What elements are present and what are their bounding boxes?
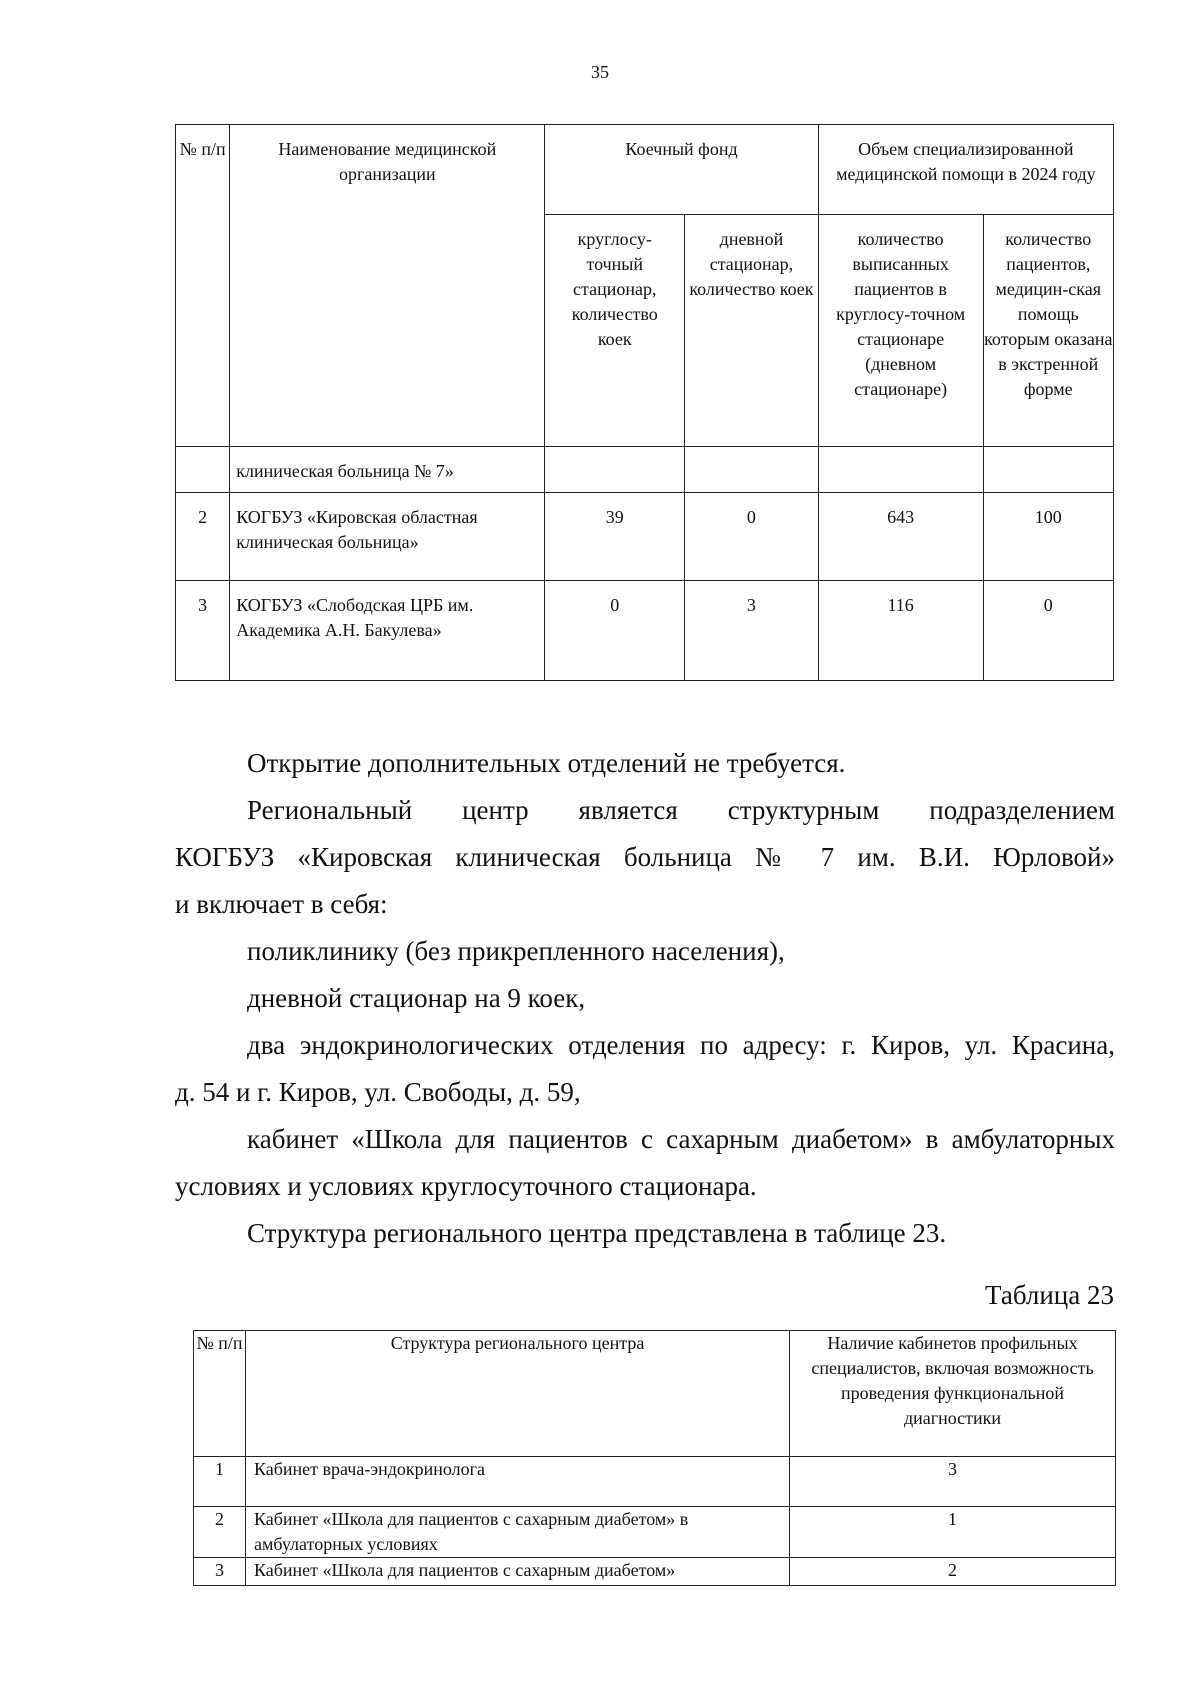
cell-num: 3 — [194, 1558, 246, 1586]
cell-num: 2 — [176, 493, 230, 581]
paragraph: Региональный центр является структурным подразделением — [247, 795, 1115, 825]
cell-num: 1 — [194, 1457, 246, 1507]
list-item: поликлинику (без прикрепленного населения), — [247, 936, 785, 966]
cell-emergency — [983, 447, 1113, 493]
cell-name: Кабинет «Школа для пациентов с сахарным диабетом» в амбулаторных условиях — [246, 1507, 790, 1558]
paragraph: и включает в себя: — [175, 889, 388, 919]
table-header-row — [176, 125, 1114, 215]
cell-beds: 39 — [545, 493, 685, 581]
list-item: два эндокринологических отделения по адресу: г. Киров, ул. Красина, — [247, 1030, 1115, 1060]
structure-table — [193, 1330, 1116, 1586]
cell-num: 3 — [176, 581, 230, 681]
table-row — [176, 493, 1114, 581]
header-discharged: количество выписанных пациентов в круглосу-точном стационаре (дневном стационаре) — [818, 215, 983, 447]
body-text — [175, 740, 1115, 1257]
cell-beds: 0 — [545, 581, 685, 681]
cell-num: 2 — [194, 1507, 246, 1558]
table-row — [176, 581, 1114, 681]
header-structure: Структура регионального центра — [246, 1331, 790, 1457]
cell-num — [176, 447, 230, 493]
cell-count: 1 — [790, 1507, 1116, 1558]
header-round-clock: круглосу-точный стационар, количество коек — [545, 215, 685, 447]
header-availability: Наличие кабинетов профильных специалистов, включая возможность проведения функциональной диагностики — [790, 1331, 1116, 1457]
header-num: № п/п — [176, 125, 230, 447]
cell-beds — [545, 447, 685, 493]
header-name: Наименование медицинской организации — [230, 125, 545, 447]
cell-name: клиническая больница № 7» — [230, 447, 545, 493]
header-emergency: количество пациентов, медицин-ская помощь которым оказана в экстренной форме — [983, 215, 1113, 447]
cell-name: Кабинет «Школа для пациентов с сахарным диабетом» — [246, 1558, 790, 1586]
cell-emergency: 100 — [983, 493, 1113, 581]
table-header-row — [194, 1331, 1116, 1457]
cell-discharged — [818, 447, 983, 493]
table-row — [194, 1507, 1116, 1558]
cell-day: 3 — [685, 581, 819, 681]
paragraph: КОГБУЗ «Кировская клиническая больница № 7 им. В.И. Юрловой» — [175, 842, 1115, 872]
cell-name: Кабинет врача-эндокринолога — [246, 1457, 790, 1507]
header-bed-fund: Коечный фонд — [545, 125, 818, 215]
table-caption: Таблица 23 — [985, 1280, 1114, 1310]
hospital-table — [175, 124, 1114, 681]
header-num: № п/п — [194, 1331, 246, 1457]
table-row — [176, 447, 1114, 493]
cell-count: 3 — [790, 1457, 1116, 1507]
cell-count: 2 — [790, 1558, 1116, 1586]
list-item: кабинет «Школа для пациентов с сахарным диабетом» в амбулаторных — [247, 1124, 1115, 1154]
cell-emergency: 0 — [983, 581, 1113, 681]
cell-discharged: 116 — [818, 581, 983, 681]
cell-name: КОГБУЗ «Кировская областная клиническая больница» — [230, 493, 545, 581]
cell-discharged: 643 — [818, 493, 983, 581]
table-row — [194, 1457, 1116, 1507]
list-item: дневной стационар на 9 коек, — [247, 983, 586, 1013]
list-item: условиях и условиях круглосуточного стационара. — [175, 1171, 757, 1201]
page-number: 35 — [591, 62, 609, 82]
paragraph: Открытие дополнительных отделений не требуется. — [247, 748, 846, 778]
header-day: дневной стационар, количество коек — [685, 215, 819, 447]
paragraph: Структура регионального центра представлена в таблице 23. — [247, 1218, 947, 1248]
table-row — [194, 1558, 1116, 1586]
cell-day: 0 — [685, 493, 819, 581]
list-item: д. 54 и г. Киров, ул. Свободы, д. 59, — [175, 1077, 581, 1107]
cell-name: КОГБУЗ «Слободская ЦРБ им. Академика А.Н. Бакулева» — [230, 581, 545, 681]
cell-day — [685, 447, 819, 493]
header-volume: Объем специализированной медицинской помощи в 2024 году — [818, 125, 1113, 215]
